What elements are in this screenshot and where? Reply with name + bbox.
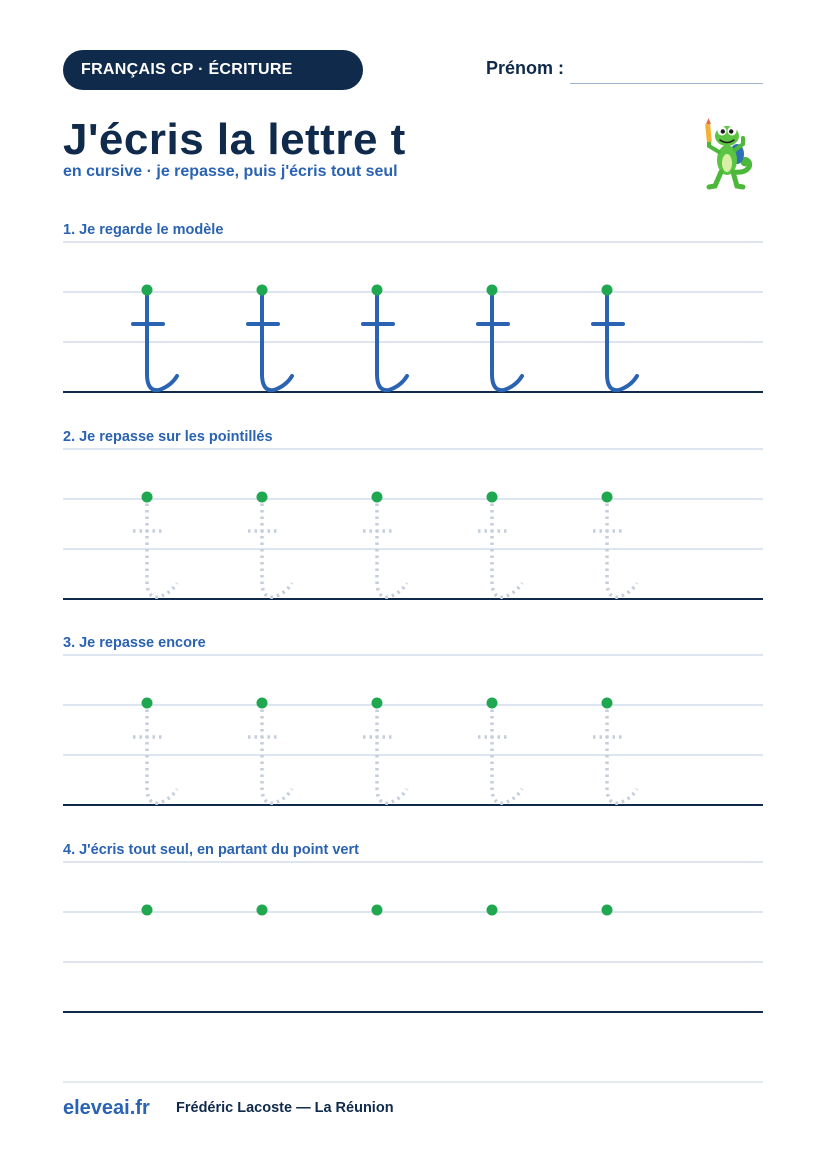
page-subtitle: en cursive · je repasse, puis j'écris tout seul <box>63 163 398 180</box>
section-1-label: 1. Je regarde le modèle <box>63 222 224 238</box>
start-dot-icon <box>602 492 613 503</box>
start-dot-icon <box>257 285 268 296</box>
start-dot-icon <box>372 905 383 916</box>
start-dot-icon <box>602 698 613 709</box>
subject-badge-label: FRANÇAIS CP · ÉCRITURE <box>81 61 293 78</box>
letter-t-stroke <box>492 703 522 803</box>
start-dot-icon <box>487 492 498 503</box>
letter-t-stroke <box>607 290 637 390</box>
section-3-label: 3. Je repasse encore <box>63 635 206 651</box>
page-title: J'écris la lettre t <box>63 115 406 164</box>
letter-t-stroke <box>147 497 177 597</box>
start-dot-icon <box>257 698 268 709</box>
start-dot-icon <box>257 492 268 503</box>
start-dot-icon <box>142 698 153 709</box>
letter-t-stroke <box>377 497 407 597</box>
letter-t-stroke <box>147 290 177 390</box>
letter-t-stroke <box>147 703 177 803</box>
start-dot-icon <box>372 698 383 709</box>
letter-t-stroke <box>607 497 637 597</box>
start-dot-icon <box>142 492 153 503</box>
name-label: Prénom : <box>486 58 565 78</box>
start-dot-icon <box>372 492 383 503</box>
footer-author: Frédéric Lacoste — La Réunion <box>176 1100 394 1116</box>
footer-brand[interactable]: eleveai.fr <box>63 1097 150 1119</box>
start-dot-icon <box>602 285 613 296</box>
letter-t-stroke <box>492 290 522 390</box>
start-dot-icon <box>487 285 498 296</box>
start-dot-icon <box>257 905 268 916</box>
letter-t-stroke <box>377 290 407 390</box>
letter-t-stroke <box>607 703 637 803</box>
letter-t-stroke <box>262 290 292 390</box>
letter-t-stroke <box>492 497 522 597</box>
section-2-label: 2. Je repasse sur les pointillés <box>63 429 273 445</box>
start-dot-icon <box>142 285 153 296</box>
start-dot-icon <box>487 698 498 709</box>
letter-t-stroke <box>262 497 292 597</box>
letter-t-stroke <box>262 703 292 803</box>
start-dot-icon <box>372 285 383 296</box>
start-dot-icon <box>487 905 498 916</box>
letter-t-stroke <box>377 703 407 803</box>
start-dot-icon <box>142 905 153 916</box>
start-dot-icon <box>602 905 613 916</box>
section-4-label: 4. J'écris tout seul, en partant du point vert <box>63 842 359 858</box>
